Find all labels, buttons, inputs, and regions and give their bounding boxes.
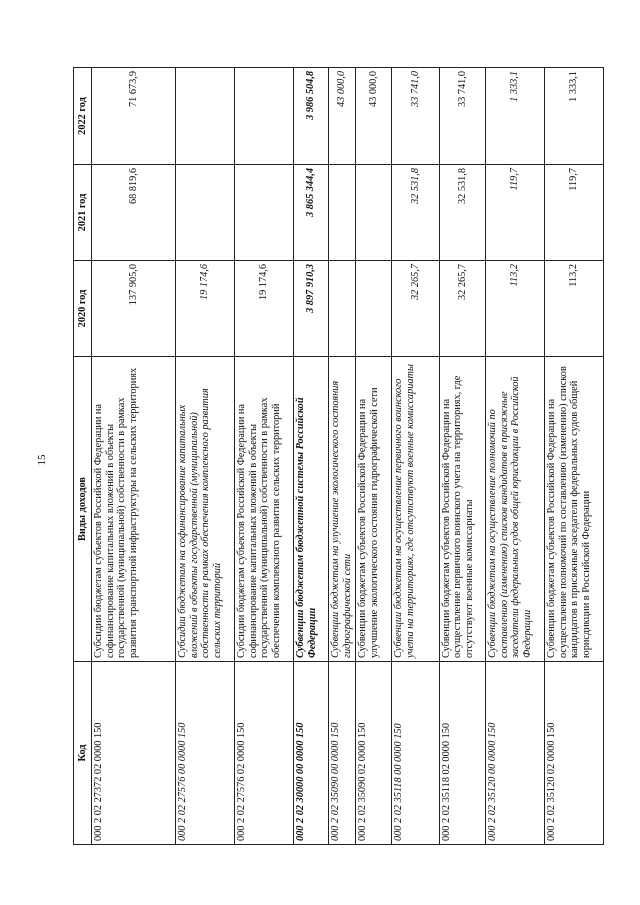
header-code: Код	[74, 662, 92, 845]
table-body	[92, 68, 604, 845]
row-code: 000 2 02 35120 02 0000 150	[544, 662, 603, 845]
row-value-2021	[328, 165, 355, 261]
row-code: 000 2 02 27372 02 0000 150	[92, 662, 176, 845]
row-code: 000 2 02 35090 00 0000 150	[328, 662, 355, 845]
revenue-table	[73, 67, 604, 845]
row-revenue-type: Субвенции бюджетам на осуществление полномочий по составлению (изменению) списков кандидатов в присяжные заседатели федеральных судов общей юрисдикции в Российской Федерации	[485, 357, 544, 662]
row-revenue-type: Субвенции бюджетам субъектов Российской Федерации на осуществление полномочий по составлению (изменению) списков кандидатов в присяжные заседатели федеральных судов общей юрисдикции в Российской Федерации	[544, 357, 603, 662]
row-revenue-type: Субвенции бюджетам субъектов Российской Федерации на улучшение экологического состояния гидрографической сети	[356, 357, 392, 662]
table-row	[235, 68, 294, 845]
header-2021: 2021 год	[74, 165, 92, 261]
row-value-2021: 3 865 344,4	[294, 165, 329, 261]
row-value-2022: 43 000,0	[328, 68, 355, 165]
table-header-row	[74, 68, 92, 845]
row-value-2020: 19 174,6	[235, 261, 294, 357]
row-value-2022	[235, 68, 294, 165]
row-code: 000 2 02 35090 02 0000 150	[356, 662, 392, 845]
table-row	[544, 68, 603, 845]
row-value-2022: 43 000,0	[356, 68, 392, 165]
header-2022: 2022 год	[74, 68, 92, 165]
row-revenue-type: Субвенции бюджетам на улучшение экологического состояния гидрографической сети	[328, 357, 355, 662]
row-value-2022: 33 741,0	[439, 68, 485, 165]
header-2020: 2020 год	[74, 261, 92, 357]
table-row	[294, 68, 329, 845]
row-value-2021	[176, 165, 235, 261]
row-revenue-type: Субвенции бюджетам бюджетной системы Российской Федерации	[294, 357, 329, 662]
row-value-2021	[356, 165, 392, 261]
row-revenue-type: Субвенции бюджетам на осуществление первичного воинского учета на территориях, где отсутствуют военные комиссариаты	[392, 357, 439, 662]
row-code: 000 2 02 35118 00 0000 150	[392, 662, 439, 845]
header-revenue-type: Виды доходов	[74, 357, 92, 662]
row-revenue-type: Субсидии бюджетам на софинансирование капитальных вложений в объекты государственной (муниципальной) собственности в рамках обеспечения комплексного развития сельских территорий	[176, 357, 235, 662]
row-code: 000 2 02 30000 00 0000 150	[294, 662, 329, 845]
row-value-2020	[356, 261, 392, 357]
row-value-2020: 3 897 910,3	[294, 261, 329, 357]
row-value-2022: 3 986 504,8	[294, 68, 329, 165]
row-revenue-type: Субвенции бюджетам субъектов Российской Федерации на осуществление первичного воинского учета на территориях, где отсутствуют военные комиссариаты	[439, 357, 485, 662]
rotated-page-content	[73, 68, 604, 845]
row-value-2022: 1 333,1	[544, 68, 603, 165]
row-value-2020: 113,2	[485, 261, 544, 357]
row-value-2022: 71 673,9	[92, 68, 176, 165]
row-code: 000 2 02 35118 02 0000 150	[439, 662, 485, 845]
table-row	[392, 68, 439, 845]
table-row	[485, 68, 544, 845]
table-row	[92, 68, 176, 845]
row-value-2021: 32 531,8	[392, 165, 439, 261]
row-value-2020: 137 905,0	[92, 261, 176, 357]
table-row	[176, 68, 235, 845]
row-code: 000 2 02 27576 00 0000 150	[176, 662, 235, 845]
row-value-2020: 113,2	[544, 261, 603, 357]
table-row	[328, 68, 355, 845]
table-row	[439, 68, 485, 845]
row-value-2021	[235, 165, 294, 261]
row-revenue-type: Субсидии бюджетам субъектов Российской Федерации на софинансирование капитальных вложений в объекты государственной (муниципальной) собственности в рамках развития транспортной инфраструктуры на сельских территориях	[92, 357, 176, 662]
row-value-2021: 68 819,6	[92, 165, 176, 261]
row-value-2022: 1 333,1	[485, 68, 544, 165]
row-value-2022: 33 741,0	[392, 68, 439, 165]
row-value-2022	[176, 68, 235, 165]
row-value-2020: 32 265,7	[392, 261, 439, 357]
row-value-2021: 32 531,8	[439, 165, 485, 261]
row-code: 000 2 02 27576 02 0000 150	[235, 662, 294, 845]
row-value-2020: 32 265,7	[439, 261, 485, 357]
row-revenue-type: Субсидии бюджетам субъектов Российской Федерации на софинансирование капитальных вложений в объекты государственной (муниципальной) собственности в рамках обеспечения комплексного развития сельских территорий	[235, 357, 294, 662]
row-code: 000 2 02 35120 00 0000 150	[485, 662, 544, 845]
row-value-2020	[328, 261, 355, 357]
row-value-2021: 119,7	[544, 165, 603, 261]
table-row	[356, 68, 392, 845]
row-value-2020: 19 174,6	[176, 261, 235, 357]
page-number: 15	[36, 454, 48, 466]
row-value-2021: 119,7	[485, 165, 544, 261]
